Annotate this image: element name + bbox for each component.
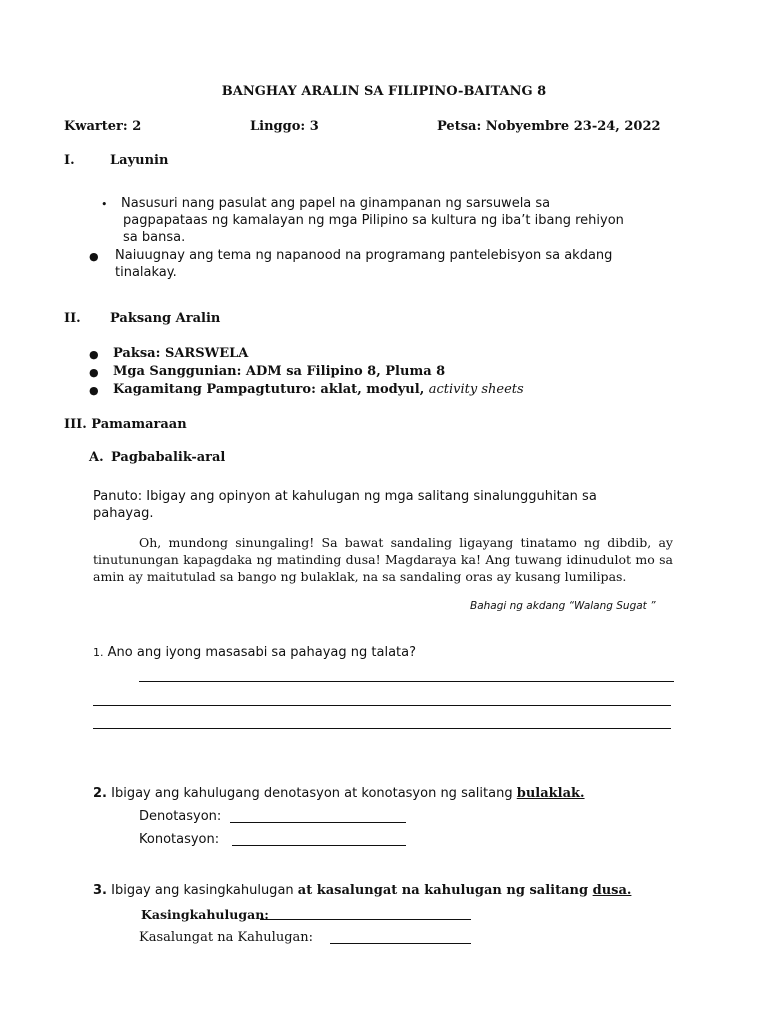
- question-2-number: 2.: [93, 786, 107, 801]
- section-2-numeral: II.: [64, 311, 81, 326]
- paksa-item: [113, 346, 248, 361]
- bullet-dot: ●: [89, 348, 99, 361]
- paksa-label: Paksa:: [113, 346, 161, 361]
- answer-line[interactable]: [93, 728, 671, 729]
- question-1: [93, 645, 416, 660]
- sanggunian-item: Mga Sanggunian: ADM sa Filipino 8, Pluma 8: [113, 364, 446, 379]
- kagamitan-italic: activity sheets: [428, 382, 524, 397]
- panuto-line-1: Panuto: Ibigay ang opinyon at kahulugan ng mga salitang sinalungguhitan sa: [93, 489, 597, 504]
- layunin-2-line-1: Naiuugnay ang tema ng napanood na programang pantelebisyon sa akdang: [115, 248, 613, 263]
- paksa-value: SARSWELA: [164, 346, 249, 361]
- question-2-word: bulaklak.: [516, 786, 585, 801]
- kwarter: Kwarter: 2: [64, 119, 142, 134]
- passage-text: Oh, mundong sinungaling! Sa bawat sandaling ligayang tinatamo ng dibdib, ay tinutunungan kapagdaka ng matinding dusa! Magdaraya ka! Ang tuwang idinudulot mo sa amin ay maitutulad sa bango ng bulaklak, na sa sandaling oras ay kusang lumilipas.: [93, 535, 673, 584]
- subsection-a-letter: A.: [89, 450, 104, 465]
- question-1-text: Ano ang iyong masasabi sa pahayag ng talata?: [107, 645, 417, 660]
- subsection-a-heading: Pagbabalik-aral: [111, 450, 226, 465]
- section-3-heading: III. Pamamaraan: [64, 417, 187, 432]
- bullet-dot: •: [101, 198, 108, 211]
- question-3-text: Ibigay ang kasingkahulugan: [106, 883, 298, 898]
- kagamitan-label: Kagamitang Pampagtuturo: aklat, modyul,: [113, 382, 429, 397]
- question-2-text: Ibigay ang kahulugang denotasyon at konotasyon ng salitang: [106, 786, 517, 801]
- layunin-1-line-2: pagpapataas ng kamalayan ng mga Pilipino sa kultura ng iba’t ibang rehiyon: [123, 213, 624, 228]
- layunin-2-line-2: tinalakay.: [115, 265, 177, 280]
- passage-source: Bahagi ng akdang “Walang Sugat ”: [470, 600, 656, 612]
- section-2-heading: Paksang Aralin: [110, 311, 221, 326]
- denotasyon-answer-line[interactable]: [230, 822, 406, 823]
- question-3-text-bold-tail: g: [578, 883, 593, 898]
- question-3-text-bold: at kasalungat na kahulugan ng salitan: [297, 883, 579, 898]
- petsa: Petsa: Nobyembre 23-24, 2022: [437, 119, 661, 134]
- answer-line[interactable]: [93, 705, 671, 706]
- denotasyon-label: Denotasyon:: [139, 809, 222, 824]
- linggo: Linggo: 3: [250, 119, 319, 134]
- layunin-1-line-3: sa bansa.: [123, 230, 186, 245]
- panuto-line-2: pahayag.: [93, 506, 154, 521]
- bullet-dot: ●: [89, 384, 99, 397]
- konotasyon-answer-line[interactable]: [232, 845, 406, 846]
- kagamitan-item: [113, 382, 524, 397]
- konotasyon-label: Konotasyon:: [139, 832, 220, 847]
- kasingkahulugan-answer-line[interactable]: [260, 919, 471, 920]
- kasingkahulugan-label: Kasingkahulugan:: [141, 907, 269, 922]
- answer-line[interactable]: [139, 681, 674, 682]
- question-3-word: dusa.: [592, 883, 632, 898]
- bullet-dot: ●: [89, 250, 99, 263]
- bullet-dot: ●: [89, 366, 99, 379]
- kasalungat-answer-line[interactable]: [330, 943, 471, 944]
- page-title: BANGHAY ARALIN SA FILIPINO-BAITANG 8: [221, 84, 547, 99]
- layunin-1-line-1: Nasusuri nang pasulat ang papel na ginampanan ng sarsuwela sa: [121, 196, 551, 211]
- question-2: [93, 786, 585, 801]
- question-1-number: 1.: [93, 646, 104, 659]
- question-3: [93, 883, 631, 898]
- kasalungat-label: Kasalungat na Kahulugan:: [139, 930, 314, 945]
- section-1-heading: Layunin: [110, 153, 169, 168]
- question-3-number: 3.: [93, 883, 107, 898]
- section-1-numeral: I.: [64, 153, 75, 168]
